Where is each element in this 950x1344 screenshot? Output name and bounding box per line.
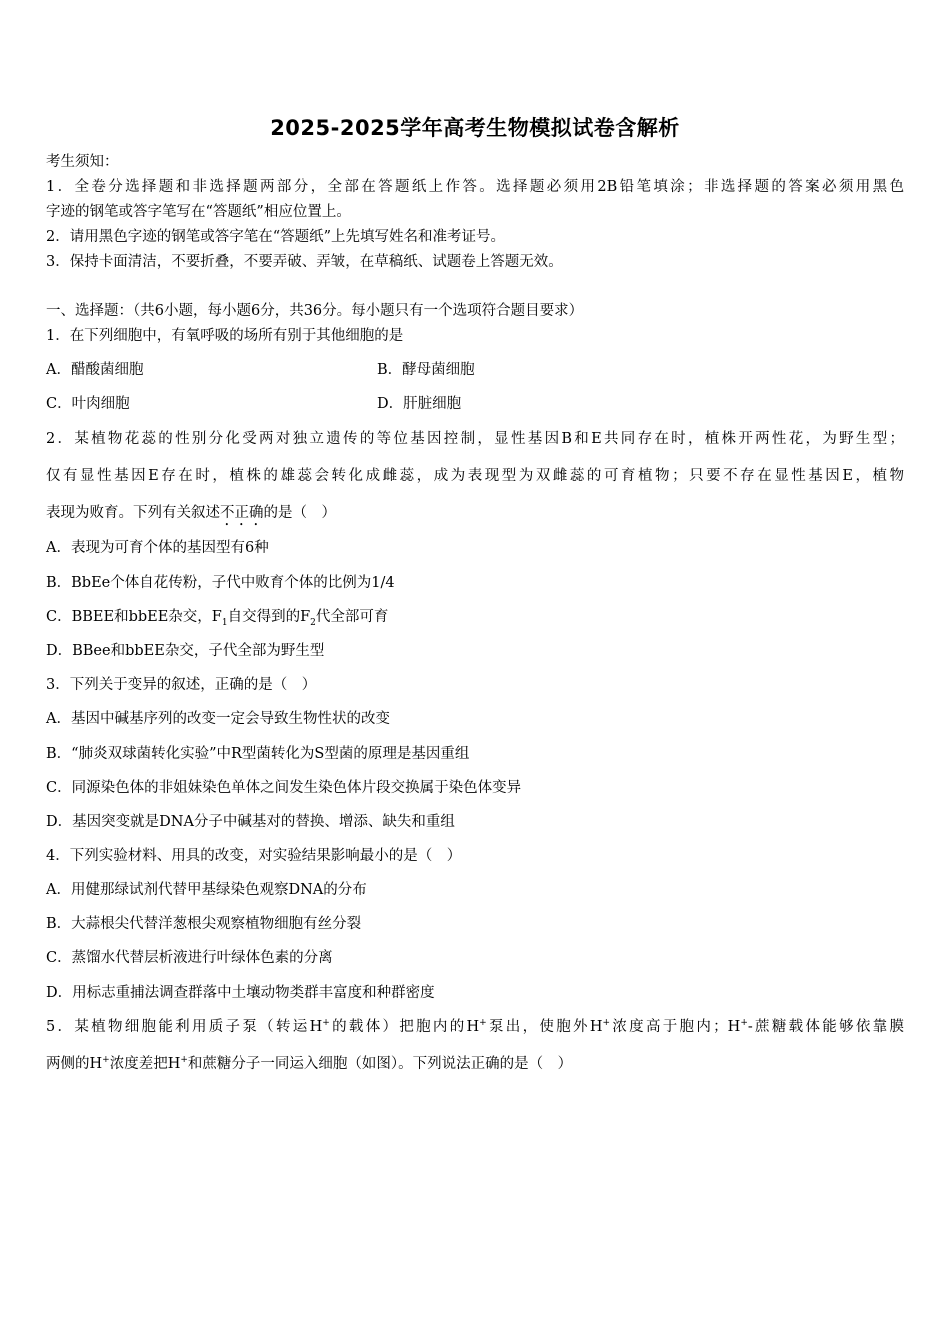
notice-item-1-cont: 字迹的钢笔或答字笔写在“答题纸”相应位置上。 bbox=[46, 204, 351, 220]
question-2-stem-line-3 bbox=[46, 503, 904, 529]
q5-text: 浓度差把H bbox=[109, 1056, 181, 1072]
superscript: + bbox=[479, 1018, 487, 1029]
superscript: + bbox=[740, 1018, 748, 1029]
q5-text: 两侧的H bbox=[46, 1056, 103, 1072]
notice-item-1: 1．全卷分选择题和非选择题两部分，全部在答题纸上作答。选择题必须用2B铅笔填涂；非选择题的答案必须用黑色 bbox=[46, 179, 904, 195]
question-4-option-a: A．用健那绿试剂代替甲基绿染色观察DNA的分布 bbox=[46, 882, 367, 898]
question-2-option-b: B．BbEe个体自花传粉，子代中败育个体的比例为1/4 bbox=[46, 575, 395, 591]
option-c-text-tail: 代全部可育 bbox=[315, 609, 389, 625]
question-4-stem: 4．下列实验材料、用具的改变，对实验结果影响最小的是（ ） bbox=[46, 848, 462, 864]
q5-text: 泵出，使胞外H bbox=[486, 1019, 603, 1035]
question-1-stem: 1．在下列细胞中，有氧呼吸的场所有别于其他细胞的是 bbox=[46, 328, 404, 344]
q5-text: 和蔗糖分子一同运入细胞（如图）。下列说法正确的是（ ） bbox=[187, 1056, 573, 1072]
question-2-option-c bbox=[46, 607, 904, 627]
question-1-option-d: D．肝脏细胞 bbox=[377, 396, 462, 412]
question-1-option-a: A．醋酸菌细胞 bbox=[46, 362, 144, 378]
notice-heading: 考生须知： bbox=[46, 154, 119, 170]
question-3-option-b: B．“肺炎双球菌转化实验”中R型菌转化为S型菌的原理是基因重组 bbox=[46, 746, 470, 762]
notice-item-3: 3．保持卡面清洁，不要折叠，不要弄破、弄皱，在草稿纸、试题卷上答题无效。 bbox=[46, 254, 563, 270]
subscript: 1 bbox=[221, 617, 228, 628]
emphasis-text: 不正确 bbox=[220, 505, 264, 521]
q5-text: -蔗糖载体能够依靠膜 bbox=[747, 1019, 904, 1035]
question-2-stem-line-1: 2．某植物花蕊的性别分化受两对独立遗传的等位基因控制，显性基因B和E共同存在时，植株开两性花，为野生型； bbox=[46, 431, 904, 447]
question-1-option-b: B．酵母菌细胞 bbox=[377, 362, 475, 378]
superscript: + bbox=[322, 1018, 330, 1029]
question-3-stem: 3．下列关于变异的叙述，正确的是（ ） bbox=[46, 677, 317, 693]
section-heading: 一、选择题：（共6小题，每小题6分，共36分。每小题只有一个选项符合题目要求） bbox=[46, 303, 584, 319]
page-title: 2025-2025学年高考生物模拟试卷含解析 bbox=[270, 116, 680, 140]
question-4-option-c: C．蒸馏水代替层析液进行叶绿体色素的分离 bbox=[46, 950, 333, 966]
superscript: + bbox=[102, 1055, 110, 1066]
superscript: + bbox=[180, 1055, 188, 1066]
question-2-stem-text: 表现为败育。下列有关叙述 bbox=[46, 505, 220, 521]
q5-text: 5．某植物细胞能利用质子泵（转运H bbox=[46, 1019, 323, 1035]
q5-text: 的载体）把胞内的H bbox=[329, 1019, 480, 1035]
question-3-option-a: A．基因中碱基序列的改变一定会导致生物性状的改变 bbox=[46, 711, 390, 727]
question-5-stem-line-2 bbox=[46, 1054, 904, 1074]
question-1-option-c: C．叶肉细胞 bbox=[46, 396, 130, 412]
question-2-stem-tail: 的是（ ） bbox=[263, 505, 336, 521]
question-2-option-a: A．表现为可育个体的基因型有6种 bbox=[46, 540, 269, 556]
subscript: 2 bbox=[310, 617, 316, 628]
question-3-option-d: D．基因突变就是DNA分子中碱基对的替换、增添、缺失和重组 bbox=[46, 814, 455, 830]
question-2-stem-line-2: 仅有显性基因E存在时，植株的雄蕊会转化成雌蕊，成为表现型为双雌蕊的可育植物；只要不存在显性基因E，植物 bbox=[46, 468, 904, 484]
option-c-text-mid: 自交得到的F bbox=[227, 609, 311, 625]
question-2-option-d: D．BBee和bbEE杂交，子代全部为野生型 bbox=[46, 643, 325, 659]
superscript: + bbox=[602, 1018, 611, 1029]
option-c-text: C．BBEE和bbEE杂交，F bbox=[46, 609, 222, 625]
question-4-option-b: B．大蒜根尖代替洋葱根尖观察植物细胞有丝分裂 bbox=[46, 916, 362, 932]
question-3-option-c: C．同源染色体的非姐妹染色单体之间发生染色体片段交换属于染色体变异 bbox=[46, 780, 522, 796]
notice-item-2: 2．请用黑色字迹的钢笔或答字笔在“答题纸”上先填写姓名和准考证号。 bbox=[46, 229, 506, 245]
question-5-stem-line-1 bbox=[46, 1017, 904, 1037]
question-4-option-d: D．用标志重捕法调查群落中土壤动物类群丰富度和种群密度 bbox=[46, 985, 435, 1001]
q5-text: 浓度高于胞内；H bbox=[610, 1019, 741, 1035]
